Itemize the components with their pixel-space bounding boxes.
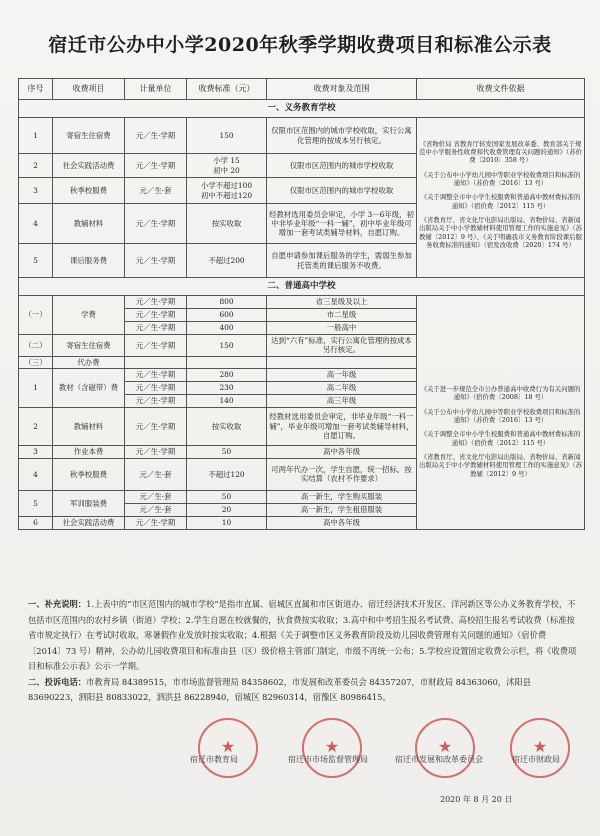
issue-date: 2020 年 8 月 20 日	[440, 795, 513, 804]
row-item: 代办费	[53, 356, 125, 368]
section-title: 一、义务教育学校	[19, 100, 585, 118]
basis-text: 《省教育厅、省文化厅电影局出版局、省物价局、省新闻出版局关于中小学教辅材料使用管理工作的实施意见》（苏教辅〔2012〕9 号）、《关于明确我市义务教育阶段课后服务收费标准的通知》（宿发改收费〔2020〕174 号）	[419, 215, 582, 249]
row-scope: 经教材选用委员会审定，非毕业年级“一科一辅”，毕业年级可增加一套考试类辅导材料，自愿订购。	[267, 407, 417, 445]
row-standard	[187, 154, 267, 178]
note-text: 市教育局 84389515，市市场监督管理局 84358602，市发展和改革委员会 84357207，市财政局 84363060，沭阳县 83690223，泗阳县 80833022，泗洪县 86228940，宿城区 82960314，宿豫区 80986415。	[28, 676, 532, 702]
row-item: 秋季校服费	[53, 178, 125, 204]
row-standard: 280	[187, 368, 267, 381]
row-no: 2	[19, 154, 53, 178]
row-item: 寄宿生住宿费	[53, 335, 125, 357]
row-standard: 50	[187, 445, 267, 458]
row-scope: 自愿申请参加课后服务的学生，需弱生参加托管类的课后服务不收费。	[267, 244, 417, 278]
header-cell: 计量单位	[125, 79, 187, 100]
basis-text: 《关于进一步规范全市公办普通高中收费行为有关问题的通知》（宿价费〔2008〕18 号）	[420, 384, 581, 402]
row-scope: 高一新生，学生租借服装	[267, 503, 417, 516]
row-unit: 元／生·套	[125, 178, 187, 204]
row-unit: 元／生·学期	[125, 516, 187, 529]
row-no: 5	[19, 490, 53, 516]
row-scope: 省三星级及以上	[267, 296, 417, 309]
row-standard: 140	[187, 394, 267, 407]
header-cell: 序号	[19, 79, 53, 100]
header-cell: 收费项目	[53, 79, 125, 100]
row-no: 3	[19, 178, 53, 204]
table-row	[19, 118, 585, 154]
row-unit: 元／生·学期	[125, 244, 187, 278]
row-standard: 50	[187, 490, 267, 503]
row-unit: 元／生·学期	[125, 296, 187, 309]
row-item: 教辅材料	[53, 204, 125, 244]
note-label: 一、补充说明：	[28, 599, 87, 609]
row-no: （三）	[19, 356, 53, 368]
row-item: 军训服装费	[53, 490, 125, 516]
signatory: 宿迁市市场监督管理局	[288, 755, 368, 764]
row-no: 1	[19, 118, 53, 154]
std-line: 初中不超过120	[200, 190, 253, 200]
section-title: 二、普通高中学校	[19, 278, 585, 296]
row-standard: 150	[187, 335, 267, 357]
page-title: 宿迁市公办中小学2020年秋季学期收费项目和标准公示表	[48, 34, 552, 56]
header-cell: 收费对象及范围	[267, 79, 417, 100]
note-text: 1.上表中的“市区范围内的城市学校”是指市直属、宿城区直属和市区街道办、宿迁经济技术开发区、洋河新区等公办义务教育学校，不包括市区范围内的农村乡镇（街道）学校；2.学生自愿在校就餐的，伙食费按实收取；3.高中和中考招生报名考试费、高校招生报名考试收费（标准按省市规定执行）在考试时收取，寒暑假作业发放时按实收取；4.根据《关于调整市区义务教育阶段及幼儿园收费管理有关问题的通知》（宿价费〔2014〕73 号）精神，公办幼儿园收费项目和标准由县（区）级价格主管部门制定，市级不再统一公布；5.学校应设置固定收费公示栏，将《收费项目和标准公示表》公示一学期。	[28, 599, 577, 671]
row-unit: 元／生·套	[125, 458, 187, 490]
basis-text: 《关于公布中小学幼儿园中等职业学校收费项目和标准的通知》（苏价费〔2016〕13 号）	[420, 407, 581, 424]
table-row	[19, 296, 585, 309]
row-item: 社会实践活动费	[53, 516, 125, 529]
row-scope: 可两年代办一次，学生自愿，统一招标，按实结算（农村不作要求）	[267, 458, 417, 490]
row-scope: 高中各年级	[267, 445, 417, 458]
row-scope: 经教材选用委员会审定，小学 3－6年级，初中非毕业年级“一科一辅”，初中毕业年级可增加一套考试类辅导材料，自愿订购。	[267, 204, 417, 244]
basis-text: 《关于调整全市中小学生校服费和普通高中教材费标准的通知》（宿价费〔2012〕115 号）	[420, 193, 581, 210]
row-unit: 元／生·学期	[125, 381, 187, 394]
row-scope: 仅限市区范围内的城市学校收取，实行公寓化管理的按成本另行核定。	[267, 118, 417, 154]
note-label: 二、投诉电话：	[28, 676, 87, 687]
row-scope: 高中各年级	[267, 516, 417, 529]
row-standard: 600	[187, 309, 267, 322]
row-unit: 元／生·学期	[125, 118, 187, 154]
basis-text: 《关于公布中小学幼儿园中等职业学校收费项目和标准的通知》（苏价费〔2016〕13 号）	[420, 170, 581, 187]
notes-block	[28, 597, 578, 706]
header-cell: 收费标准（元）	[187, 79, 267, 100]
seal-stamp-icon: ★	[302, 718, 362, 778]
basis-text: 《省物价局 省教育厅转发国家发展改革委、教育部关于规范中小学服务性收费和代收费管理有关问题的通知》（苏价费〔2010〕358 号）	[419, 139, 582, 165]
seal-stamp-icon: ★	[510, 718, 570, 778]
seal-row	[190, 718, 590, 778]
row-scope: 高三年级	[267, 394, 417, 407]
row-no: （二）	[19, 335, 53, 357]
row-unit: 元／生·学期	[125, 335, 187, 357]
seal-stamp-icon: ★	[415, 718, 475, 778]
row-no: 4	[19, 204, 53, 244]
row-unit: 元／生·学期	[125, 445, 187, 458]
complaint-phones	[28, 675, 578, 706]
basis-cell-1	[417, 118, 585, 278]
row-no: 6	[19, 516, 53, 529]
row-item: 学费	[53, 296, 125, 335]
row-no: 4	[19, 458, 53, 490]
basis-text: 《关于调整全市中小学生校服费和普通高中教材费标准的通知》（宿价费〔2012〕115 号）	[420, 430, 581, 447]
std-line: 初中 20	[213, 165, 240, 175]
row-scope: 高二年级	[267, 381, 417, 394]
supplementary-note	[28, 597, 578, 675]
std-line: 小学不超过100	[200, 181, 253, 191]
row-item: 教材（含磁带）费	[53, 368, 125, 407]
row-item: 秋季校服费	[53, 458, 125, 490]
row-standard: 不超过120	[187, 458, 267, 490]
row-standard: 10	[187, 516, 267, 529]
row-item: 寄宿生住宿费	[53, 118, 125, 154]
seal-stamp-icon: ★	[198, 718, 258, 778]
row-unit: 元／生·学期	[125, 394, 187, 407]
row-standard: 按实收取	[187, 407, 267, 445]
row-standard: 800	[187, 296, 267, 309]
row-scope: 达到“六有”标准，实行公寓化管理的按成本另行核定。	[267, 335, 417, 357]
row-no: 5	[19, 244, 53, 278]
row-scope: 高一年级	[267, 368, 417, 381]
row-item: 课后服务费	[53, 244, 125, 278]
row-scope: 高一新生，学生购买服装	[267, 490, 417, 503]
row-standard: 不超过200	[187, 244, 267, 278]
row-unit: 元／生·套	[125, 490, 187, 503]
row-unit: 元／生·学期	[125, 204, 187, 244]
std-line: 小学 15	[213, 156, 240, 166]
row-standard: 400	[187, 322, 267, 335]
row-no: 1	[19, 368, 53, 407]
row-unit: 元／生·学期	[125, 368, 187, 381]
row-no: 3	[19, 445, 53, 458]
row-scope: 仅限市区范围内的城市学校收取	[267, 154, 417, 178]
row-scope: 仅限市区范围内的城市学校收取	[267, 178, 417, 204]
signatory: 宿迁市教育局	[190, 755, 238, 764]
row-no: （一）	[19, 296, 53, 335]
row-unit: 元／生·学期	[125, 407, 187, 445]
signatory: 宿迁市财政局	[512, 755, 560, 764]
row-standard	[187, 178, 267, 204]
row-item: 教辅材料	[53, 407, 125, 445]
row-no: 2	[19, 407, 53, 445]
basis-cell-2	[417, 296, 585, 530]
row-scope: 一般高中	[267, 322, 417, 335]
row-unit: 元／生·学期	[125, 154, 187, 178]
row-scope: 市二星级	[267, 309, 417, 322]
row-unit: 元／生·学期	[125, 322, 187, 335]
row-standard: 20	[187, 503, 267, 516]
row-standard: 150	[187, 118, 267, 154]
row-unit: 元／生·套	[125, 503, 187, 516]
fee-table	[18, 78, 585, 530]
row-standard: 按实收取	[187, 204, 267, 244]
header-cell: 收费文件依据	[417, 79, 585, 100]
table-header	[19, 79, 585, 100]
row-item: 社会实践活动费	[53, 154, 125, 178]
signatory: 宿迁市发展和改革委员会	[395, 755, 483, 764]
row-item: 作业本费	[53, 445, 125, 458]
row-standard: 230	[187, 381, 267, 394]
row-unit: 元／生·学期	[125, 309, 187, 322]
basis-text: 《省教育厅、省文化厅电影局出版局、省物价局、省新闻出版局关于中小学教辅材料使用管理工作的实施意见》（苏教辅〔2012〕9 号）	[419, 452, 582, 478]
